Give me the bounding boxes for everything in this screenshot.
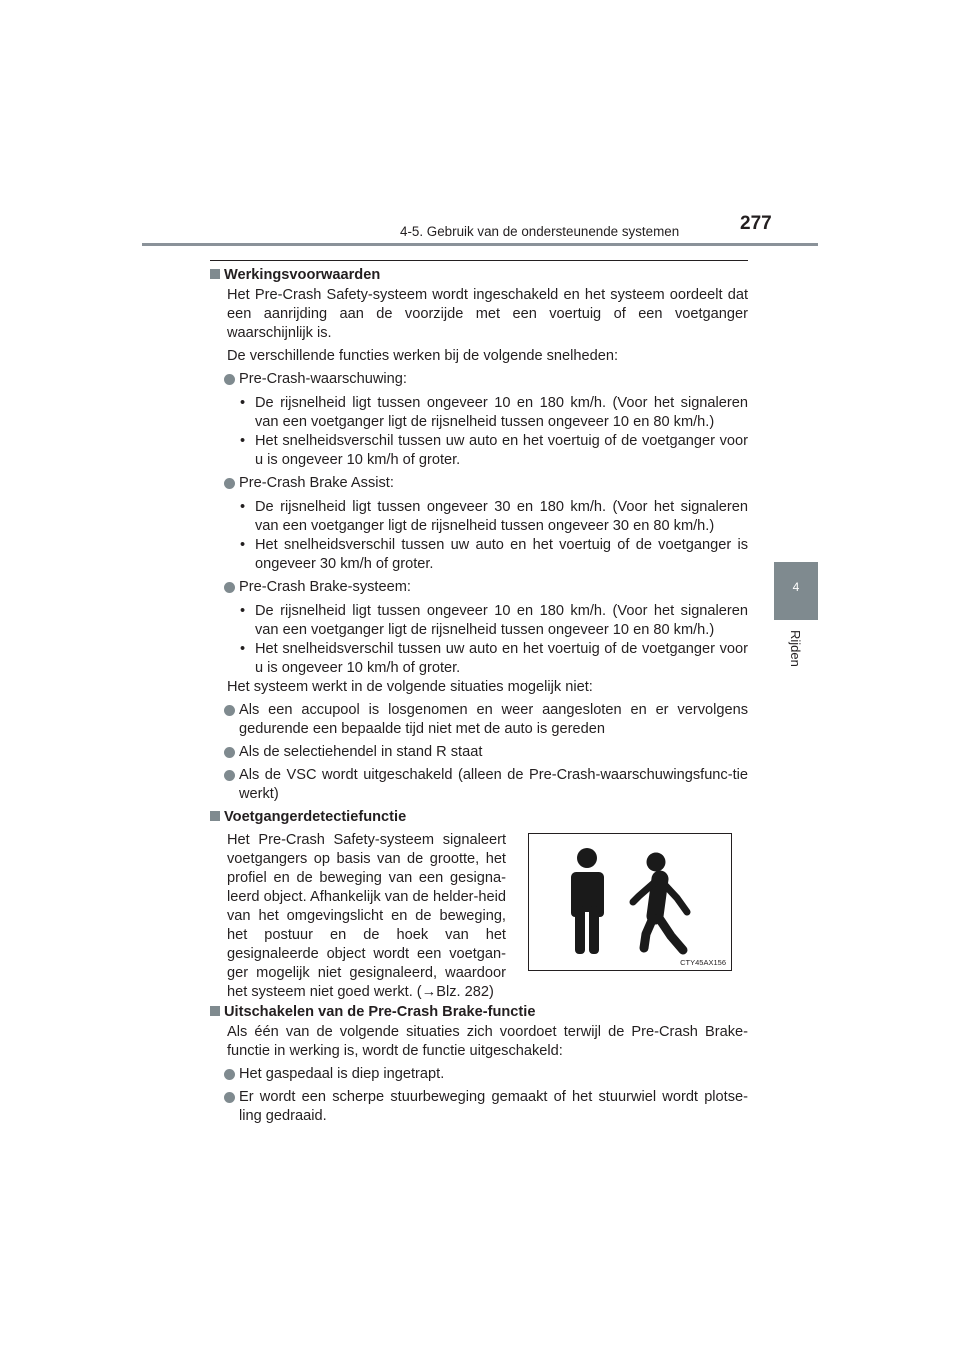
figure-code: CTY45AX156 <box>680 958 726 967</box>
bullet-brake-assist: Pre-Crash Brake Assist: <box>224 474 748 493</box>
walking-person-icon <box>633 853 687 951</box>
square-bullet-icon <box>210 811 220 821</box>
page-content <box>210 266 748 1130</box>
section-heading-disable: Uitschakelen van de Pre-Crash Brake-functie <box>210 1003 748 1022</box>
pedestrian-figure <box>528 833 732 971</box>
sub-item: • De rijsnelheid ligt tussen ongeveer 10 en 180 km/h. (Voor het signaleren van een voetganger ligt de rijsnelheid tussen ongeveer 10 en 80 km/h.) <box>240 395 748 430</box>
chapter-number: 4 <box>792 580 800 594</box>
sub-item: • Het snelheidsverschil tussen uw auto en het voertuig of de voetganger voor u is ongeveer 10 km/h of groter. <box>240 433 748 468</box>
round-bullet-icon <box>224 1069 235 1080</box>
content-top-rule <box>210 260 748 261</box>
standing-person-icon <box>571 848 604 954</box>
bullet-disable: Het gaspedaal is diep ingetrapt. <box>224 1065 748 1084</box>
round-bullet-icon <box>224 770 235 781</box>
sub-item: • Het snelheidsverschil tussen uw auto en het voertuig of de voetganger voor u is ongeveer 10 km/h of groter. <box>240 641 748 676</box>
pedestrian-text: Het Pre-Crash Safety-systeem signaleert voetgangers op basis van de grootte, het profiel en de beweging van een gesigna-leerd object. Afhankelijk van de helder-heid van het omgevingslicht en de beweging, het postuur en de hoek van het gesignaleerde object wordt een voetgan-ger mogelijk niet gesignaleerd, waardoor het systeem niet goed werkt. (→Blz. 282) <box>227 832 506 1000</box>
section-heading-conditions: Werkingsvoorwaarden <box>210 266 748 285</box>
header-rule <box>142 243 818 246</box>
bullet-warning: Pre-Crash-waarschuwing: <box>224 370 748 389</box>
chapter-label: Rijden <box>788 630 803 667</box>
round-bullet-icon <box>224 478 235 489</box>
square-bullet-icon <box>210 269 220 279</box>
not-working-intro: Het systeem werkt in de volgende situaties mogelijk niet: <box>227 679 593 695</box>
sub-item: • De rijsnelheid ligt tussen ongeveer 30 en 180 km/h. (Voor het signaleren van een voetganger ligt de rijsnelheid tussen ongeveer 30 en 80 km/h.) <box>240 499 748 534</box>
speeds-intro: De verschillende functies werken bij de volgende snelheden: <box>227 348 619 364</box>
bullet-not-working: Als de selectiehendel in stand R staat <box>224 743 748 762</box>
section-heading-pedestrian: Voetgangerdetectiefunctie <box>210 808 748 827</box>
round-bullet-icon <box>224 1092 235 1103</box>
round-bullet-icon <box>224 747 235 758</box>
bullet-disable: Er wordt een scherpe stuurbeweging gemaakt of het stuurwiel wordt plotse-ling gedraaid. <box>224 1088 748 1126</box>
chapter-tab <box>774 562 818 620</box>
bullet-not-working: Als de VSC wordt uitgeschakeld (alleen de Pre-Crash-waarschuwingsfunc-tie werkt) <box>224 766 748 804</box>
pedestrian-block <box>210 831 748 1000</box>
section-title: 4-5. Gebruik van de ondersteunende systemen <box>400 224 680 239</box>
sub-item: • De rijsnelheid ligt tussen ongeveer 10 en 180 km/h. (Voor het signaleren van een voetganger ligt de rijsnelheid tussen ongeveer 10 en 80 km/h.) <box>240 603 748 638</box>
round-bullet-icon <box>224 582 235 593</box>
square-bullet-icon <box>210 1006 220 1016</box>
sub-item: • Het snelheidsverschil tussen uw auto en het voertuig of de voetganger is ongeveer 30 km/h of groter. <box>240 537 748 572</box>
round-bullet-icon <box>224 374 235 385</box>
round-bullet-icon <box>224 705 235 716</box>
bullet-not-working: Als een accupool is losgenomen en weer aangesloten en er vervolgens gedurende een bepaalde tijd niet met de auto is gereden <box>224 701 748 739</box>
disable-intro: Als één van de volgende situaties zich voordoet terwijl de Pre-Crash Brake-functie in werking is, wordt de functie uitgeschakeld: <box>227 1024 748 1059</box>
page-number: 277 <box>740 213 772 234</box>
bullet-brake-system: Pre-Crash Brake-systeem: <box>224 578 748 597</box>
conditions-intro: Het Pre-Crash Safety-systeem wordt ingeschakeld en het systeem oordeelt dat een aanrijding aan de voorzijde met een voertuig of een voetganger waarschijnlijk is. <box>227 287 748 341</box>
